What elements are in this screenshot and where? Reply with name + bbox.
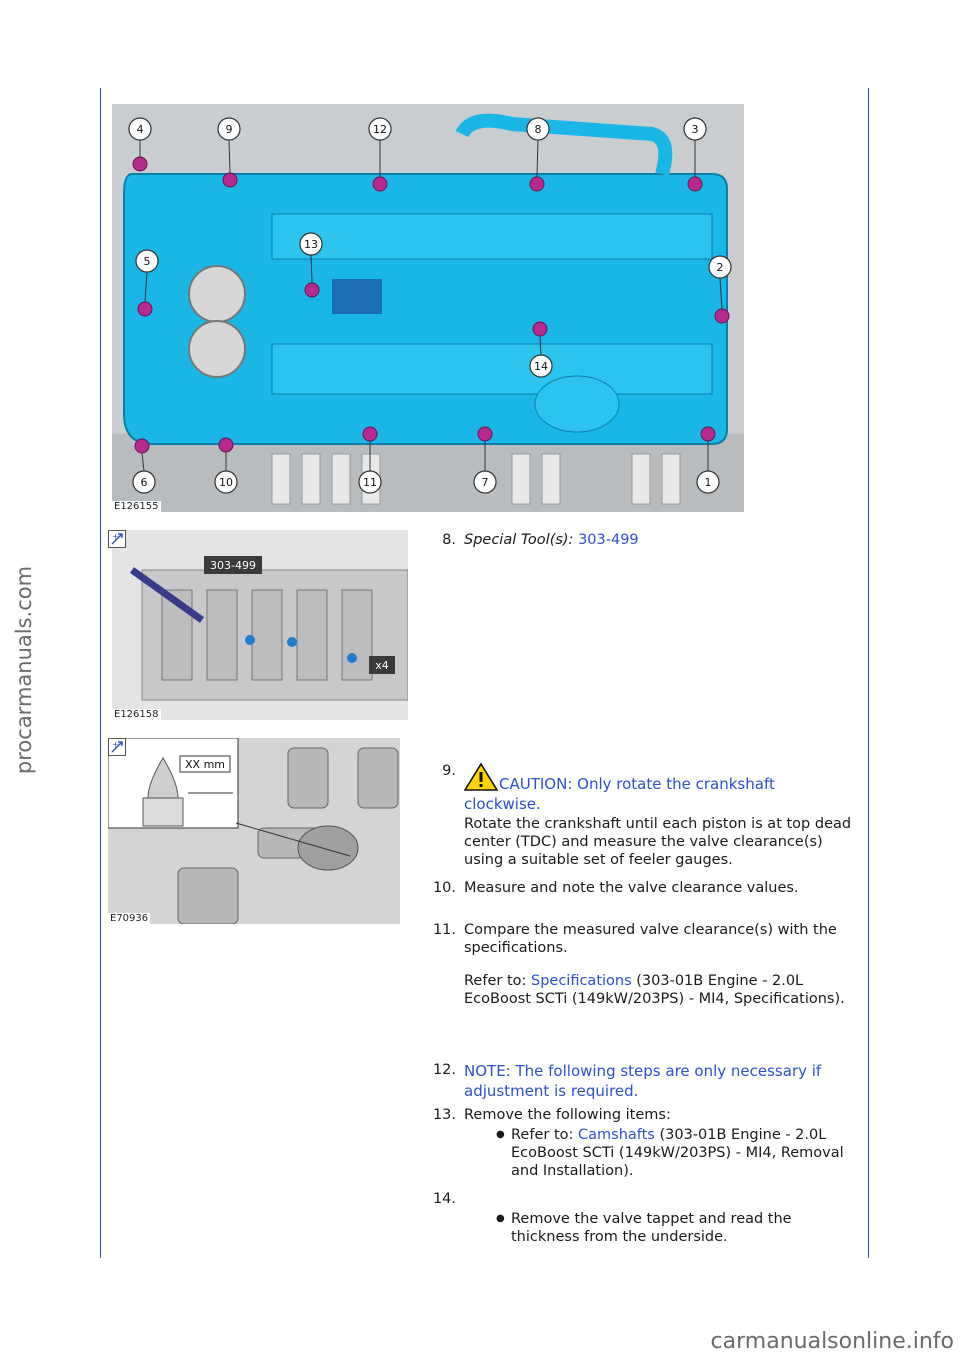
bullet-icon: ● — [496, 1213, 505, 1224]
step-text: Compare the measured valve clearance(s) with the specifications. — [464, 922, 837, 956]
zoom-icon[interactable] — [108, 530, 126, 548]
tool-link-303-499[interactable]: 303-499 — [578, 532, 639, 548]
camshafts-link[interactable]: Camshafts — [578, 1127, 655, 1143]
step-number: 13. — [432, 1107, 456, 1123]
callout-7: 7 — [481, 476, 489, 489]
step-number: 10. — [432, 880, 456, 896]
callout-14: 14 — [534, 360, 548, 373]
callout-4: 4 — [136, 123, 144, 136]
svg-text:+: + — [112, 532, 119, 541]
reference: Refer to: Specifications (303-01B Engine - 2.0L EcoBoost SCTi (149kW/203PS) - MI4, Specifications). — [464, 973, 845, 1007]
special-tools-label: Special Tool(s): — [464, 532, 574, 548]
figure-code: E70936 — [110, 913, 149, 924]
callout-11: 11 — [363, 476, 377, 489]
callout-6: 6 — [140, 476, 148, 489]
figure-feeler-gauge — [108, 738, 400, 924]
cam-cover-illustration — [112, 104, 744, 512]
step-number: 14. — [432, 1191, 456, 1207]
figure-code: E126158 — [114, 709, 159, 720]
figure-code: E126155 — [114, 501, 159, 512]
step-text: Remove the following items: — [464, 1107, 671, 1123]
callout-2: 2 — [716, 261, 724, 274]
caution-text: CAUTION: Only rotate the crankshaft clockwise. — [464, 762, 854, 814]
step-number: 12. — [432, 1062, 456, 1078]
callout-3: 3 — [691, 123, 699, 136]
bullet-item: ● Refer to: Camshafts (303-01B Engine - 2.0L EcoBoost SCTi (149kW/203PS) - MI4, Removal and Installation). — [496, 1127, 844, 1179]
special-tool-illustration — [112, 530, 408, 720]
bullet-item: ● Remove the valve tappet and read the thickness from the underside. — [496, 1211, 792, 1245]
feeler-gauge-illustration — [108, 738, 400, 924]
bullet-icon: ● — [496, 1129, 505, 1140]
note-text: NOTE: The following steps are only necessary if adjustment is required. — [464, 1062, 822, 1100]
callout-12: 12 — [373, 123, 387, 136]
gauge-label: XX mm — [185, 758, 225, 771]
zoom-icon[interactable] — [108, 738, 126, 756]
left-margin-rule — [100, 88, 101, 1258]
step-text: Measure and note the valve clearance values. — [464, 880, 799, 896]
side-watermark: procarmanuals.com — [12, 565, 36, 775]
figure-cam-cover — [112, 104, 744, 512]
right-margin-rule — [868, 88, 869, 1258]
callout-13: 13 — [304, 238, 318, 251]
count-label: x4 — [375, 659, 389, 672]
callout-1: 1 — [704, 476, 712, 489]
warning-icon — [464, 762, 498, 792]
tool-label: 303-499 — [210, 559, 256, 572]
specifications-link[interactable]: Specifications — [531, 973, 632, 989]
bottom-watermark: carmanualsonline.info — [710, 1329, 954, 1354]
step-text: Rotate the crankshaft until each piston is at top dead center (TDC) and measure the valve clearance(s) using a suitable set of feeler gauges. — [464, 816, 852, 868]
figure-special-tool — [112, 530, 408, 720]
callout-5: 5 — [143, 255, 151, 268]
svg-text:+: + — [112, 740, 119, 749]
callout-10: 10 — [219, 476, 233, 489]
step-number: 9. — [442, 763, 456, 779]
callout-9: 9 — [225, 123, 233, 136]
step-number: 8. — [442, 532, 456, 548]
callout-8: 8 — [534, 123, 542, 136]
step-number: 11. — [432, 922, 456, 938]
